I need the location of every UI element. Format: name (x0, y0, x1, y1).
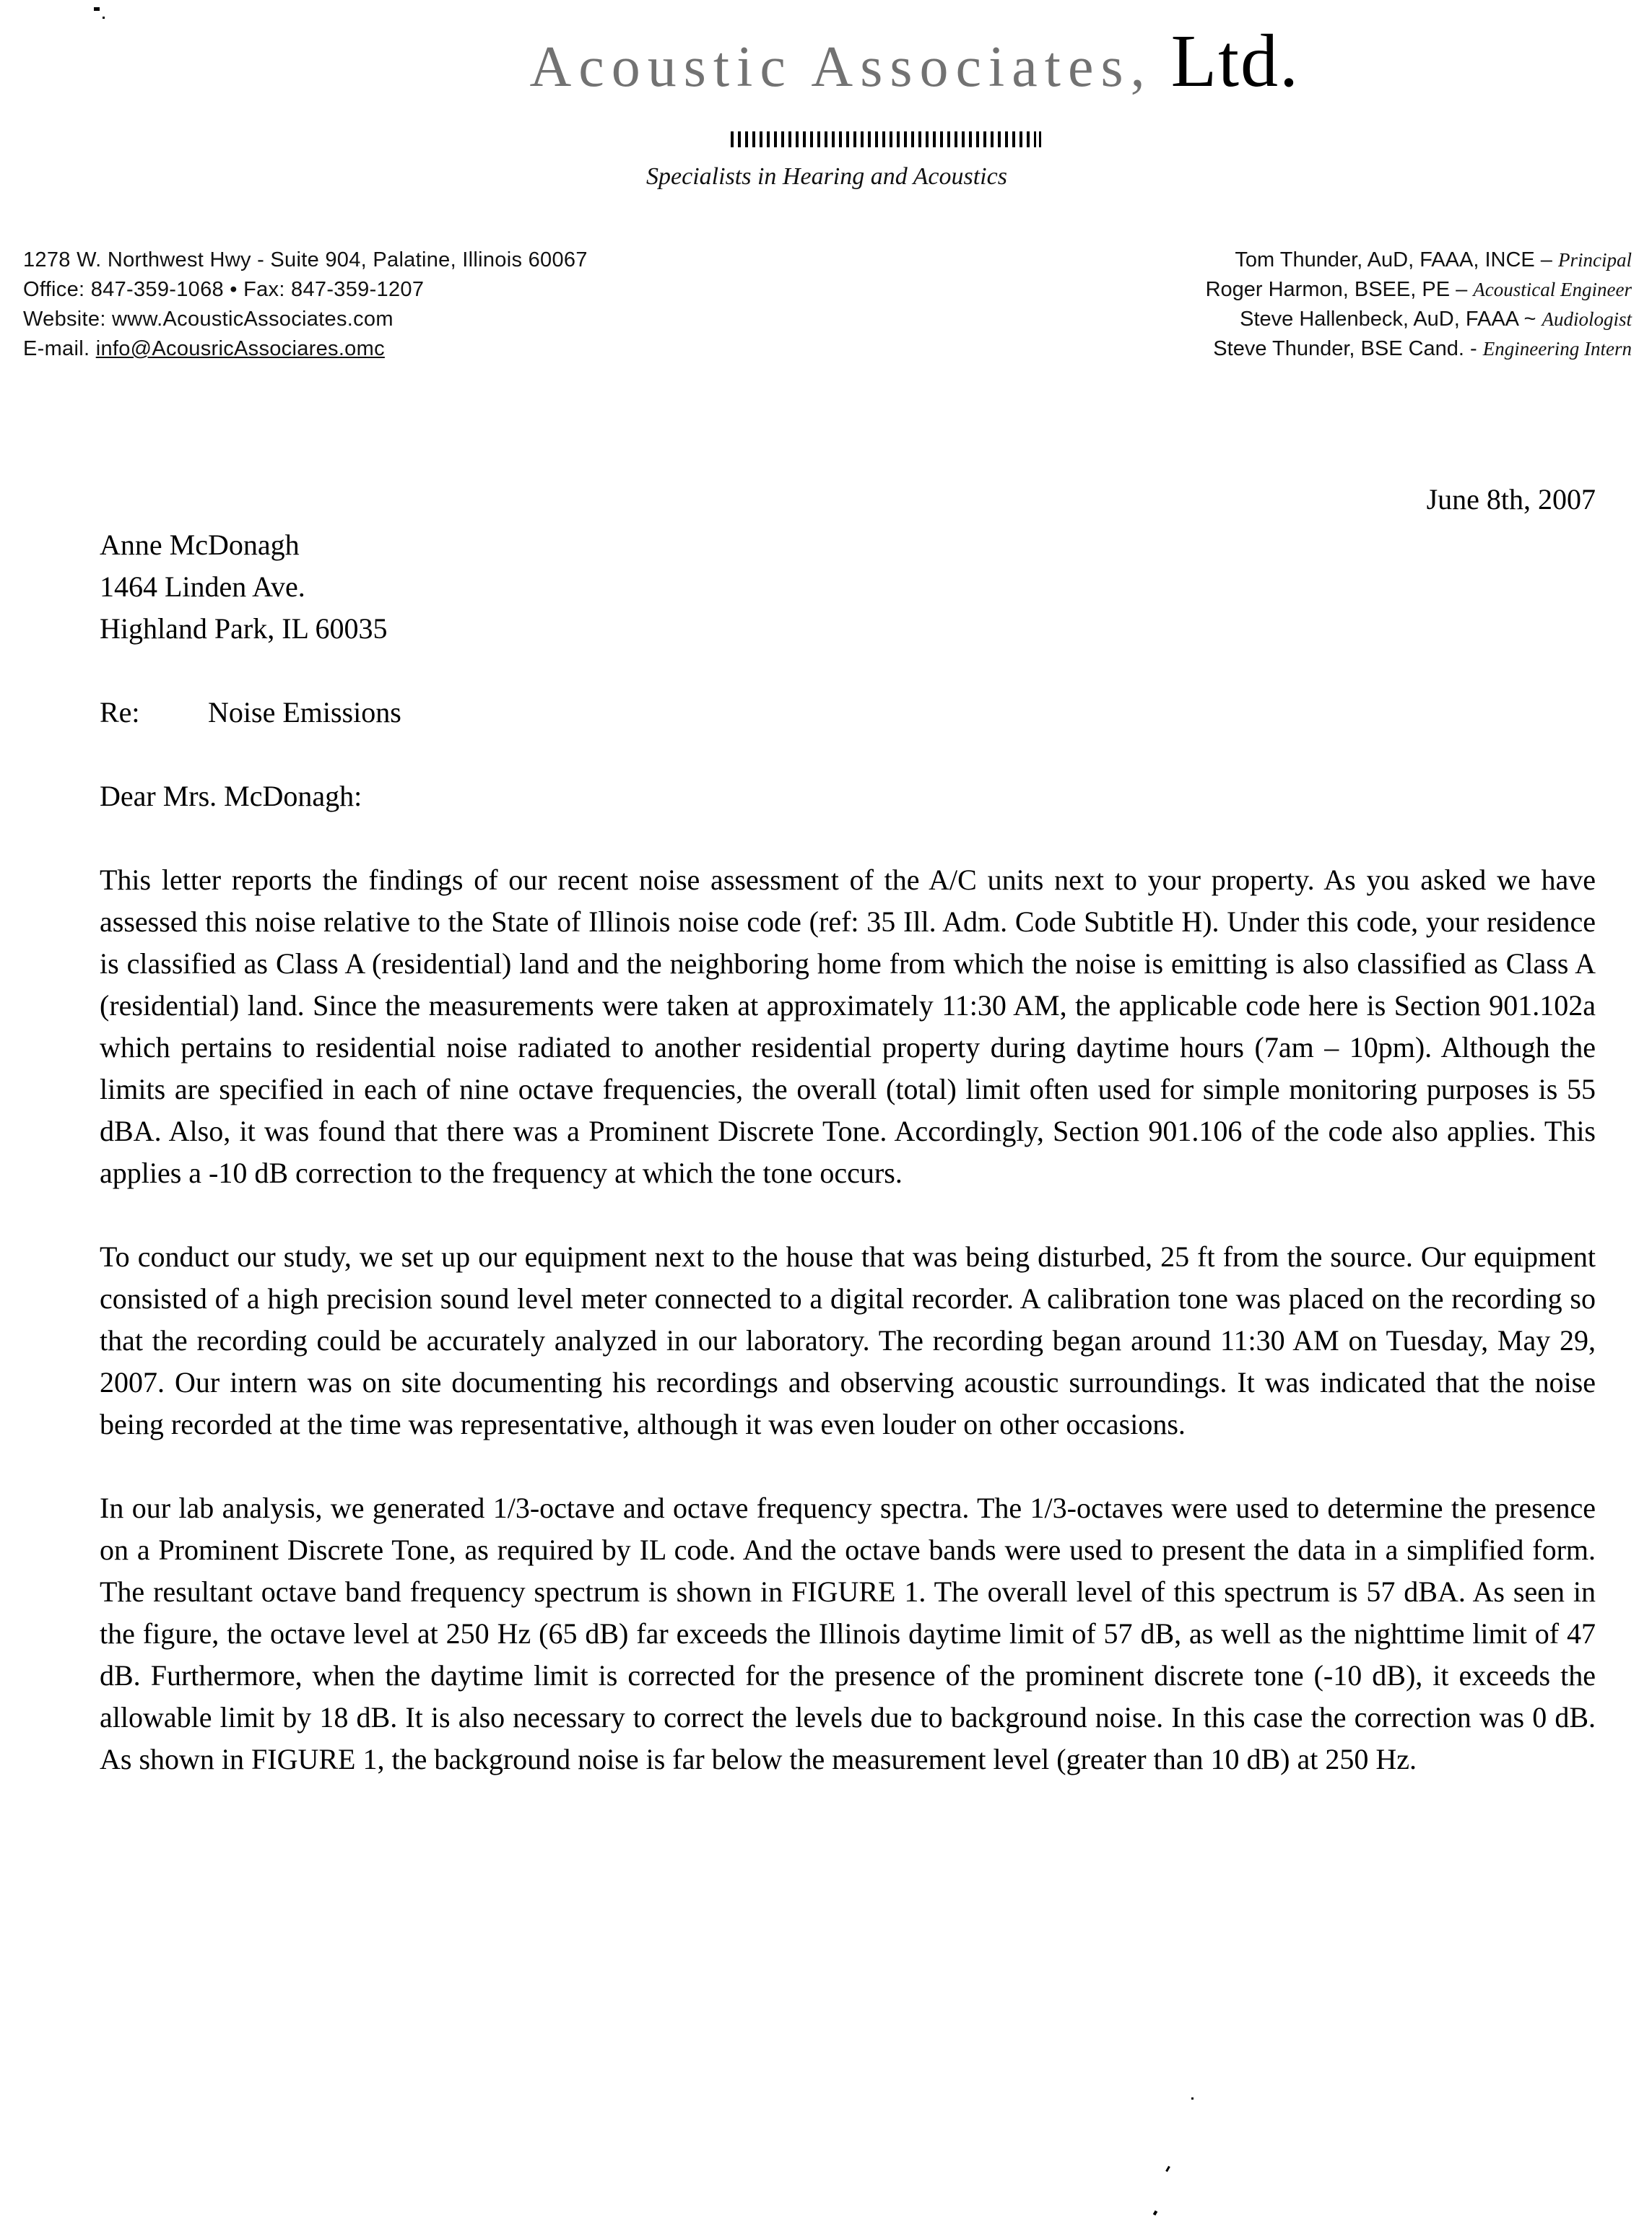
staff-name: Roger Harmon, BSEE, PE (1205, 278, 1451, 301)
company-name-faded: Acoustic Associates, (529, 35, 1152, 99)
scan-speck (1165, 2166, 1170, 2172)
staff-entry: Tom Thunder, AuD, FAAA, INCE – Principal (1235, 248, 1632, 271)
staff-entry: Steve Hallenbeck, AuD, FAAA ~ Audiologist (1240, 308, 1632, 331)
staff-name: Tom Thunder, AuD, FAAA, INCE (1235, 248, 1535, 271)
recipient-address (100, 524, 1596, 650)
staff-entry: Roger Harmon, BSEE, PE – Acoustical Engineer (1205, 278, 1632, 301)
staff-name: Steve Thunder, BSE Cand. (1213, 337, 1464, 360)
staff-role: Acoustical Engineer (1473, 279, 1632, 300)
paragraph: This letter reports the findings of our recent noise assessment of the A/C units next to your property. As you asked we have assessed this noise relative to the State of Illinois noise code (ref: 35 Ill. Adm. Code Subtitle H). Under this code, your residence is classified as Class A (residential) land and the neighboring home from which the noise is emitting is also classified as Class A (residential) land. Since the measurements were taken at approximately 11:30 AM, the applicable code here is Section 901.102a which pertains to residential noise radiated to another residential property during daytime hours (7am – 10pm). Although the limits are specified in each of nine octave frequencies, the overall (total) limit often used for simple monitoring purposes is 55 dBA. Also, it was found that there was a Prominent Discrete Tone. Accordingly, Section 901.106 of the code also applies. This applies a -10 dB correction to the frequency at which the tone occurs. (100, 864, 1596, 1189)
salutation: Dear Mrs. McDonagh: (100, 780, 362, 812)
recipient-name: Anne McDonagh (100, 529, 300, 561)
staff-entry: Steve Thunder, BSE Cand. - Engineering Intern (1213, 337, 1632, 360)
letter-date: June 8th, 2007 (1426, 483, 1596, 516)
website-line: Website: www.AcousticAssociates.com (23, 308, 394, 331)
staff-role: Audiologist (1542, 308, 1632, 330)
staff-name: Steve Hallenbeck, AuD, FAAA (1240, 308, 1518, 331)
subject-line (100, 692, 1596, 734)
scan-speck (1153, 2210, 1157, 2215)
logo-bar-decoration-tail (1034, 131, 1043, 147)
staff-role: Engineering Intern (1482, 338, 1632, 360)
staff-role: Principal (1558, 249, 1632, 271)
paragraph: In our lab analysis, we generated 1/3-octave and octave frequency spectra. The 1/3-octaves were used to determine the presence on a Prominent Discrete Tone, as required by IL code. And the octave bands were used to present the data in a simplified form. The resultant octave band frequency spectrum is shown in FIGURE 1. The overall level of this spectrum is 57 dBA. As seen in the figure, the octave level at 250 Hz (65 dB) far exceeds the Illinois daytime limit of 57 dB, as well as the nighttime limit of 47 dB. Furthermore, when the daytime limit is corrected for the presence of the prominent discrete tone (-10 dB), it exceeds the allowable limit by 18 dB. It is also necessary to correct the levels due to background noise. In this case the correction was 0 dB. As shown in FIGURE 1, the background noise is far below the measurement level (greater than 10 dB) at 250 Hz. (100, 1492, 1596, 1775)
email-line (23, 334, 817, 364)
company-name-suffix: Ltd. (1170, 19, 1300, 103)
address-line: 1278 W. Northwest Hwy - Suite 904, Palatine, Illinois 60067 (23, 248, 588, 271)
recipient-city: Highland Park, IL 60035 (100, 612, 388, 645)
company-tagline: Specialists in Hearing and Acoustics (646, 163, 1007, 190)
email-label: E-mail. (23, 337, 90, 360)
scan-speck (1191, 2097, 1194, 2100)
scan-speck (103, 17, 105, 19)
staff-list (910, 245, 1632, 364)
letter-body (100, 477, 1596, 1809)
company-logo (404, 19, 1300, 103)
contact-info (23, 245, 817, 364)
email-link[interactable]: info@AcousricAssociares.omc (95, 337, 385, 360)
subject-label: Re: (100, 696, 140, 729)
logo-bar-decoration (731, 131, 1041, 147)
scan-speck (94, 7, 100, 11)
phone-fax-line: Office: 847-359-1068 • Fax: 847-359-1207 (23, 278, 425, 301)
paragraph: To conduct our study, we set up our equipment next to the house that was being disturbed, 25 ft from the source. Our equipment consisted of a high precision sound level meter connected to a digital recorder. A calibration tone was placed on the recording so that the recording could be accurately analyzed in our laboratory. The recording began around 11:30 AM on Tuesday, May 29, 2007. Our intern was on site documenting his recordings and observing acoustic surroundings. It was indicated that the noise being recorded at the time was representative, although it was even louder on other occasions. (100, 1240, 1596, 1440)
recipient-street: 1464 Linden Ave. (100, 570, 305, 603)
subject-text: Noise Emissions (208, 696, 401, 729)
